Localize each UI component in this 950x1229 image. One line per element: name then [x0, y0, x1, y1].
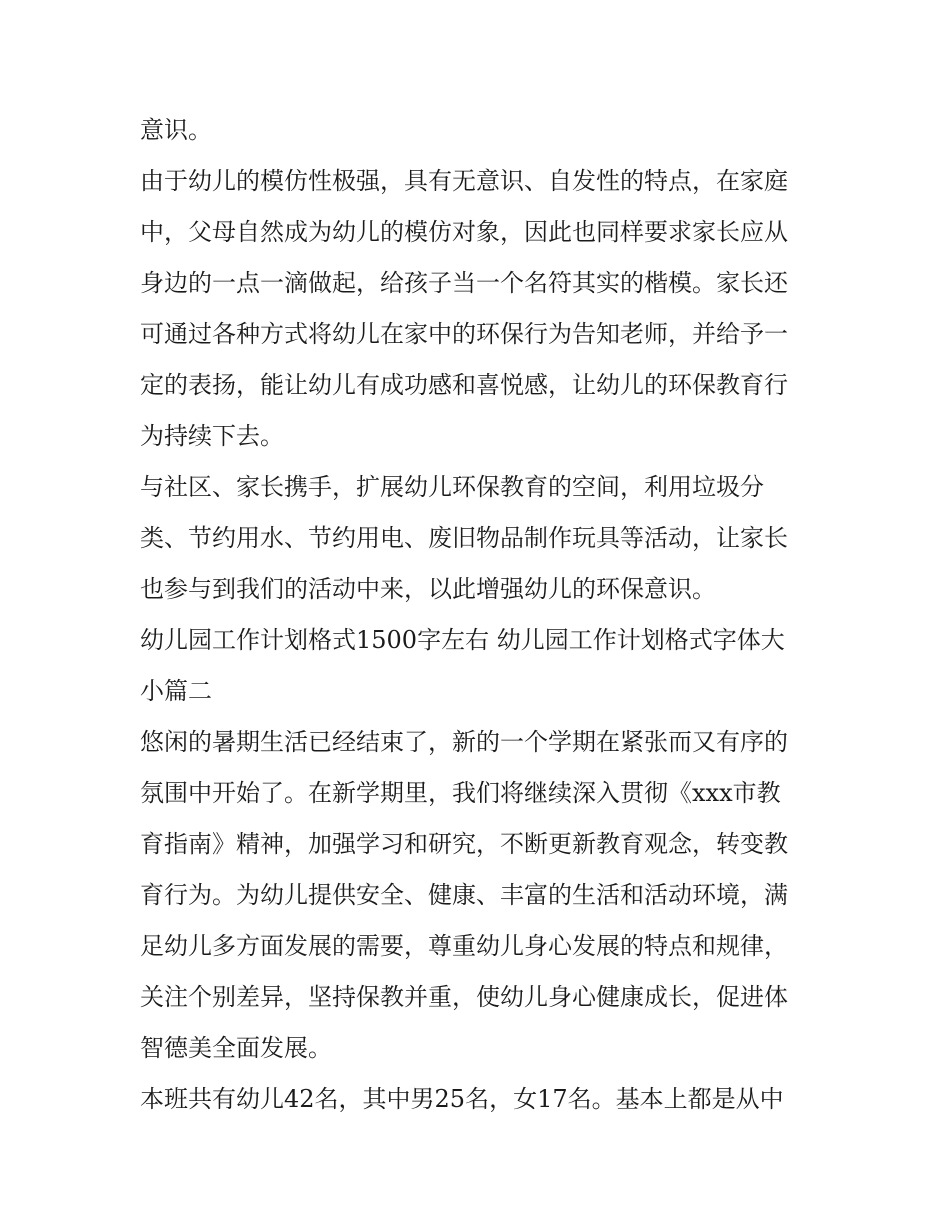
text-line: 中，父母自然成为幼儿的模仿对象，因此也同样要求家长应从: [140, 218, 788, 246]
text-line: 智德美全面发展。: [140, 1034, 332, 1062]
text-line: 育指南》精神，加强学习和研究，不断更新教育观念，转变教: [140, 830, 788, 858]
text-line: 育行为。为幼儿提供安全、健康、丰富的生活和活动环境，满: [140, 881, 788, 909]
text-line: 可通过各种方式将幼儿在家中的环保行为告知老师，并给予一: [140, 320, 788, 348]
text-line: 关注个别差异，坚持保教并重，使幼儿身心健康成长，促进体: [140, 983, 788, 1011]
document-body: [140, 107, 812, 1127]
text-line: 足幼儿多方面发展的需要，尊重幼儿身心发展的特点和规律，: [140, 932, 788, 960]
text-line: 氛围中开始了。在新学期里，我们将继续深入贯彻《xxx市教: [140, 779, 781, 807]
heading-line: 幼儿园工作计划格式1500字左右 幼儿园工作计划格式字体大: [140, 626, 785, 654]
text-line: 类、节约用水、节约用电、废旧物品制作玩具等活动，让家长: [140, 524, 788, 552]
text-line: 意识。: [140, 116, 212, 144]
text-line: 为持续下去。: [140, 422, 284, 450]
text-line: 也参与到我们的活动中来，以此增强幼儿的环保意识。: [140, 575, 716, 603]
text-line: 定的表扬，能让幼儿有成功感和喜悦感，让幼儿的环保教育行: [140, 371, 788, 399]
text-line: 悠闲的暑期生活已经结束了，新的一个学期在紧张而又有序的: [140, 728, 788, 756]
text-line: 本班共有幼儿42名，其中男25名，女17名。基本上都是从中: [140, 1085, 784, 1113]
text-line: 与社区、家长携手，扩展幼儿环保教育的空间，利用垃圾分: [140, 473, 764, 501]
heading-line: 小篇二: [140, 677, 212, 705]
text-line: 由于幼儿的模仿性极强，具有无意识、自发性的特点，在家庭: [140, 167, 788, 195]
text-line: 身边的一点一滴做起，给孩子当一个名符其实的楷模。家长还: [140, 269, 788, 297]
